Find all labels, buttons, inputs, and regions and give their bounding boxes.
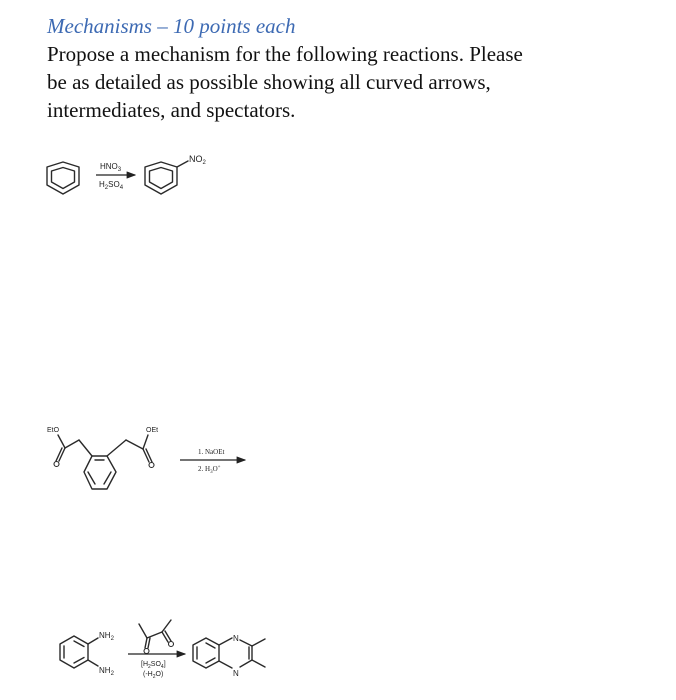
reagent-h2so4: $H_2SO_4$ (99, 180, 124, 191)
nitro-group-label: $NO_2$ (189, 154, 206, 166)
diketone-reagent (139, 620, 174, 654)
instructions-line-2: be as detailed as possible showing all curved arrows, (47, 70, 491, 94)
section-heading: Mechanisms – 10 points each (47, 14, 296, 38)
condition-water-loss: $(-H_2O)$ (143, 671, 164, 680)
phenylenediamine-reactant (60, 631, 115, 677)
condition-acid: $[H_2SO_4]$ (141, 661, 166, 670)
amine-label-top: $NH_2$ (99, 631, 114, 642)
reaction-1-nitration (47, 154, 207, 194)
amine-label-bottom: $NH_2$ (99, 666, 114, 677)
quinoxaline-product (193, 634, 265, 678)
reagents-1 (96, 162, 135, 191)
nitrogen-label-bottom: N (233, 669, 239, 678)
reagents-2 (180, 448, 245, 475)
nitrobenzene-product (145, 154, 207, 194)
instructions-line-1: Propose a mechanism for the following reactions. Please (47, 42, 523, 66)
ethoxy-label-right: OEt (146, 427, 159, 434)
diester-reactant (47, 427, 158, 489)
nitrogen-label-top: N (233, 634, 239, 643)
reagent-step-1: 1. NaOEt (198, 448, 225, 456)
reagent-hno3: $HNO_3$ (100, 162, 122, 173)
benzene-reactant (47, 162, 79, 194)
ethoxy-label-left: EtO (47, 427, 60, 434)
reaction-2-dieckmann (47, 427, 245, 489)
reagents-3 (128, 654, 185, 680)
reagent-step-2: 2. $H_3O^+$ (198, 465, 221, 475)
instructions-line-3: intermediates, and spectators. (47, 98, 296, 122)
reaction-3-quinoxaline (60, 620, 265, 680)
